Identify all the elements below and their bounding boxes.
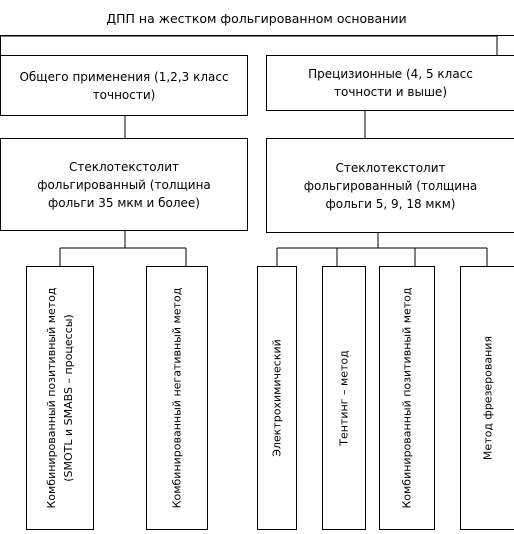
root-label: ДПП на жестком фольгированном основании	[106, 11, 407, 27]
right-material-line-1: Стеклотекстолит	[335, 160, 446, 175]
right-method-2-line-1: Тентинг – метод	[337, 350, 351, 446]
right-category-line-1: Прецизионные (4, 5 класс	[308, 67, 473, 81]
right-material-line-3: фольги 5, 9, 18 мкм)	[325, 196, 456, 211]
left-category-node	[0, 55, 248, 116]
left-method-1-node	[26, 266, 94, 530]
left-method-1-line-2: (SMOTL и SMABS – процессы)	[62, 314, 75, 482]
left-method-2-line-1: Комбинированный негативный метод	[170, 287, 184, 509]
root-node	[0, 4, 514, 36]
right-method-4-line-1: Метод фрезерования	[480, 335, 494, 461]
left-method-1-line-1: Комбинированный позитивный метод	[44, 287, 58, 509]
right-method-1-line-1: Электрохимический	[270, 339, 284, 457]
left-category-line-1: Общего применения (1,2,3 класс	[19, 69, 229, 84]
right-method-1-node	[257, 266, 297, 530]
left-material-line-2: фольгированный (толщина	[37, 177, 211, 192]
left-material-node	[0, 138, 248, 231]
left-method-2-node	[146, 266, 208, 530]
right-method-2-node	[322, 266, 366, 530]
right-method-4-node	[460, 266, 514, 530]
right-category-line-2: точности и выше)	[333, 85, 447, 99]
right-method-3-node	[379, 266, 435, 530]
right-method-3-line-1: Комбинированный позитивный метод	[400, 287, 414, 509]
right-category-node	[266, 55, 514, 111]
left-category-line-2: точности)	[92, 87, 156, 102]
right-material-line-2: фольгированный (толщина	[303, 178, 478, 193]
left-material-line-1: Стеклотекстолит	[68, 159, 179, 174]
left-material-line-3: фольги 35 мкм и более)	[47, 195, 200, 210]
right-material-node	[266, 138, 514, 233]
